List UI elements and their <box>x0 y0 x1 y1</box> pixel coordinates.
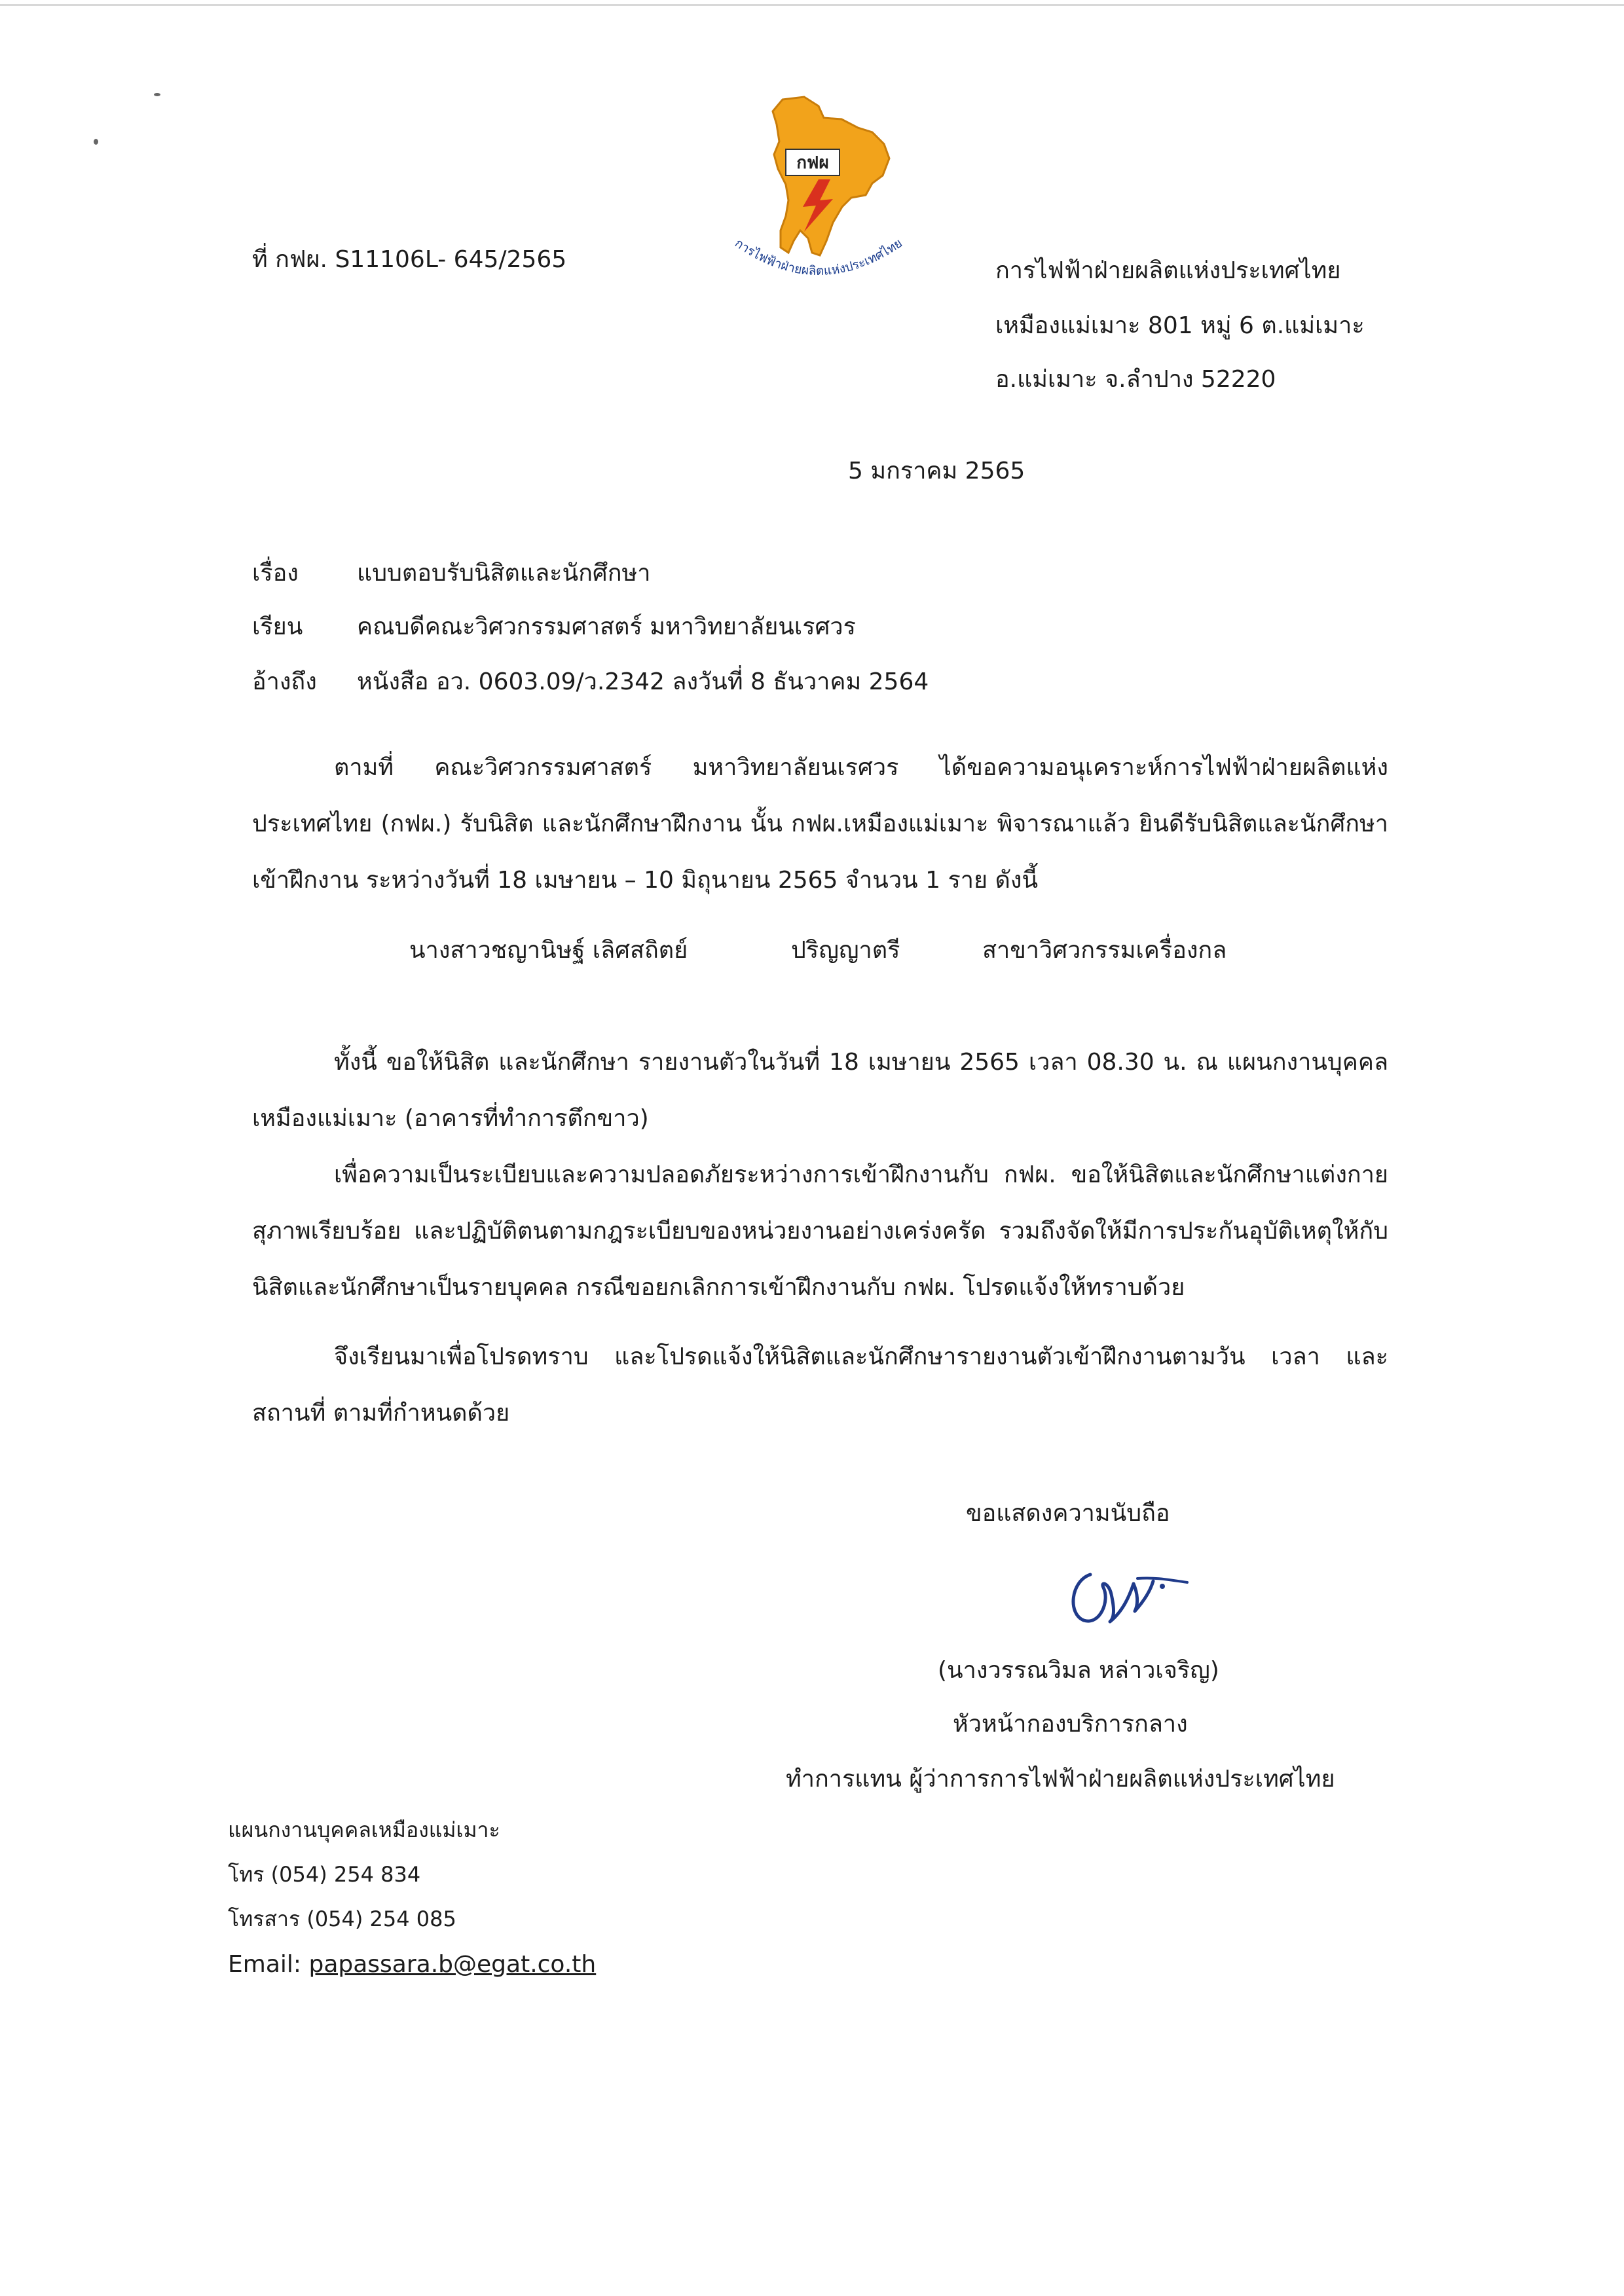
email-label: Email: <box>228 1951 302 1978</box>
to-value: คณบดีคณะวิศวกรรมศาสตร์ มหาวิทยาลัยนเรศวร <box>357 613 856 640</box>
subject-label: เรื่อง <box>252 560 299 587</box>
signer-title: หัวหน้ากองบริการกลาง <box>953 1711 1188 1738</box>
body-paragraph-1: ตามที่ คณะวิศวกรรมศาสตร์ มหาวิทยาลัยนเรศวร ได้ขอความอนุเคราะห์การไฟฟ้าฝ่ายผลิตแห่งประเทศไทย (กฟผ.) รับนิสิต และนักศึกษาฝึกงาน นั้น กฟผ.เหมืองแม่เมาะ พิจารณาแล้ว ยินดีรับนิสิตและนักศึกษาเข้าฝึกงาน ระหว่างวันที่ 18 เมษายน – 10 มิถุนายน 2565 จำนวน 1 ราย ดังนี้ <box>252 754 1389 894</box>
reference-value: หนังสือ อว. 0603.09/ว.2342 ลงวันที่ 8 ธันวาคม 2564 <box>357 668 929 695</box>
footer-department: แผนกงานบุคคลเหมืองแม่เมาะ <box>228 1817 500 1842</box>
org-address-line-3: อ.แม่เมาะ จ.ลำปาง 52220 <box>995 366 1276 393</box>
student-major: สาขาวิศวกรรมเครื่องกล <box>982 937 1227 964</box>
handwritten-signature <box>1064 1555 1189 1633</box>
student-degree: ปริญญาตรี <box>791 937 900 964</box>
scan-speck <box>154 93 160 96</box>
body-paragraph-3: เพื่อความเป็นระเบียบและความปลอดภัยระหว่างการเข้าฝึกงานกับ กฟผ. ขอให้นิสิตและนักศึกษาแต่งกายสุภาพเรียบร้อย และปฏิบัติตนตามกฎระเบียบของหน่วยงานอย่างเคร่งครัด รวมถึงจัดให้มีการประกันอุบัติเหตุให้กับนิสิตและนักศึกษาเป็นรายบุคคล กรณีขอยกเลิกการเข้าฝึกงานกับ กฟผ. โปรดแจ้งให้ทราบด้วย <box>252 1161 1388 1301</box>
student-name: นางสาวชญานิษฐ์ เลิศสถิตย์ <box>409 937 688 964</box>
closing-regards: ขอแสดงความนับถือ <box>966 1500 1170 1527</box>
org-address-line-2: เหมืองแม่เมาะ 801 หมู่ 6 ต.แม่เมาะ <box>995 312 1365 339</box>
scan-edge-line <box>0 4 1624 6</box>
letter-date: 5 มกราคม 2565 <box>848 458 1025 484</box>
to-label: เรียน <box>252 613 303 640</box>
body-paragraph-2: ทั้งนี้ ขอให้นิสิต และนักศึกษา รายงานตัวในวันที่ 18 เมษายน 2565 เวลา 08.30 น. ณ แผนกงานบุคคลเหมืองแม่เมาะ (อาคารที่ทำการตึกขาว) <box>252 1049 1388 1132</box>
email-link[interactable]: papassara.b@egat.co.th <box>308 1951 597 1978</box>
org-address-line-1: การไฟฟ้าฝ่ายผลิตแห่งประเทศไทย <box>995 257 1341 284</box>
footer-telephone: โทร (054) 254 834 <box>228 1862 421 1887</box>
logo-arc-text: การไฟฟ้าฝ่ายผลิตแห่งประเทศไทย <box>732 236 905 279</box>
subject-value: แบบตอบรับนิสิตและนักศึกษา <box>357 560 651 587</box>
logo-initials: กฟผ <box>796 153 829 173</box>
egat-logo <box>720 92 917 301</box>
signer-name: (นางวรรณวิมล หล่าวเจริญ) <box>938 1657 1219 1684</box>
scan-speck <box>94 139 98 145</box>
body-paragraph-4: จึงเรียนมาเพื่อโปรดทราบ และโปรดแจ้งให้นิสิตและนักศึกษารายงานตัวเข้าฝึกงานตามวัน เวลา และสถานที่ ตามที่กำหนดด้วย <box>252 1343 1388 1427</box>
footer-fax: โทรสาร (054) 254 085 <box>228 1906 456 1931</box>
signer-acting-for: ทำการแทน ผู้ว่าการการไฟฟ้าฝ่ายผลิตแห่งประเทศไทย <box>786 1766 1335 1793</box>
footer-email-line <box>228 1951 596 1978</box>
document-number: ที่ กฟผ. S11106L- 645/2565 <box>252 246 567 273</box>
reference-label: อ้างถึง <box>252 668 317 695</box>
